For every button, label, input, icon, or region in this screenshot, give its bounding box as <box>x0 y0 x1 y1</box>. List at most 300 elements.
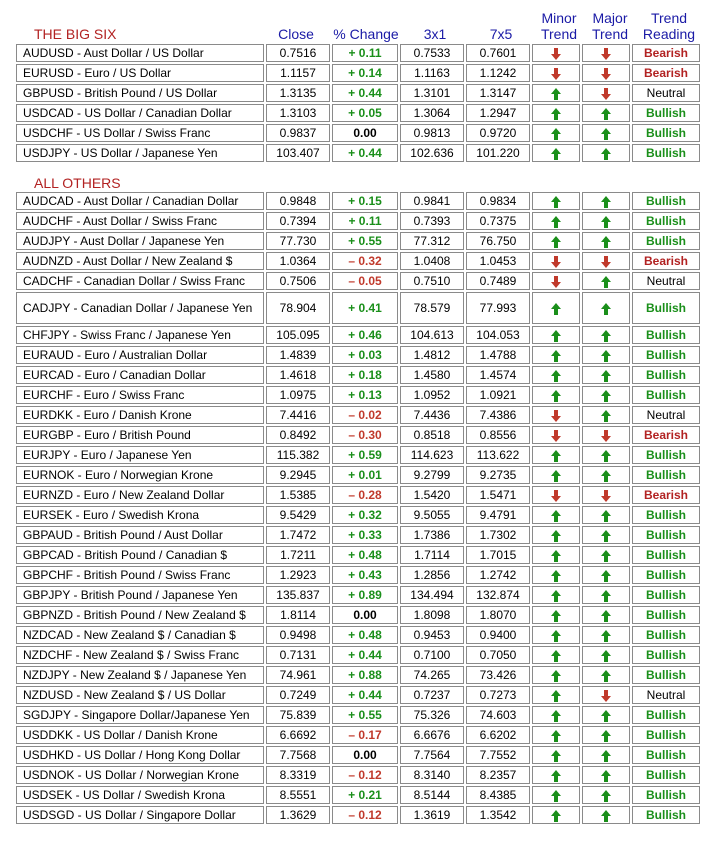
major-trend-cell <box>582 746 630 764</box>
c3x1-cell: 134.494 <box>400 586 464 604</box>
c7x5-cell: 113.622 <box>466 446 530 464</box>
close-cell: 9.2945 <box>266 466 330 484</box>
c7x5-cell: 76.750 <box>466 232 530 250</box>
pair-cell: CHFJPY - Swiss Franc / Japanese Yen <box>16 326 264 344</box>
arrow-up-icon <box>551 196 561 208</box>
pair-cell: NZDUSD - New Zealand $ / US Dollar <box>16 686 264 704</box>
table-row <box>16 666 700 684</box>
minor-trend-cell <box>532 726 580 744</box>
table-row <box>16 232 700 250</box>
pct-change-cell: + 0.33 <box>332 526 398 544</box>
arrow-down-icon <box>551 490 561 502</box>
pair-cell: NZDJPY - New Zealand $ / Japanese Yen <box>16 666 264 684</box>
pct-change-cell: + 0.14 <box>332 64 398 82</box>
table-row <box>16 766 700 784</box>
minor-trend-cell <box>532 766 580 784</box>
pair-cell: EURAUD - Euro / Australian Dollar <box>16 346 264 364</box>
trend-reading-cell: Bullish <box>632 346 700 364</box>
minor-trend-cell <box>532 746 580 764</box>
c3x1-cell: 1.0408 <box>400 252 464 270</box>
c7x5-cell: 1.2742 <box>466 566 530 584</box>
pct-change-cell: 0.00 <box>332 606 398 624</box>
minor-trend-cell <box>532 366 580 384</box>
c7x5-cell: 1.4788 <box>466 346 530 364</box>
c3x1-cell: 7.4436 <box>400 406 464 424</box>
pair-cell: USDSGD - US Dollar / Singapore Dollar <box>16 806 264 824</box>
c7x5-cell: 1.2947 <box>466 104 530 122</box>
major-trend-cell <box>582 526 630 544</box>
arrow-up-icon <box>551 470 561 482</box>
table-row <box>16 686 700 704</box>
minor-trend-cell <box>532 386 580 404</box>
minor-trend-cell <box>532 566 580 584</box>
c3x1-cell: 8.5144 <box>400 786 464 804</box>
c7x5-cell: 73.426 <box>466 666 530 684</box>
major-trend-cell <box>582 292 630 324</box>
trend-reading-cell: Bearish <box>632 44 700 62</box>
close-cell: 0.9837 <box>266 124 330 142</box>
minor-trend-cell <box>532 426 580 444</box>
minor-trend-cell <box>532 144 580 162</box>
minor-trend-cell <box>532 84 580 102</box>
major-trend-cell <box>582 192 630 210</box>
pct-change-cell: + 0.11 <box>332 44 398 62</box>
pct-change-cell: – 0.32 <box>332 252 398 270</box>
pair-cell: EURNOK - Euro / Norwegian Krone <box>16 466 264 484</box>
major-trend-cell <box>582 212 630 230</box>
arrow-up-icon <box>551 370 561 382</box>
pair-cell: EURJPY - Euro / Japanese Yen <box>16 446 264 464</box>
pair-cell: EURSEK - Euro / Swedish Krona <box>16 506 264 524</box>
c3x1-cell: 9.5055 <box>400 506 464 524</box>
arrow-down-icon <box>601 88 611 100</box>
pair-cell: USDCHF - US Dollar / Swiss Franc <box>16 124 264 142</box>
pct-change-cell: + 0.11 <box>332 212 398 230</box>
pair-cell: GBPNZD - British Pound / New Zealand $ <box>16 606 264 624</box>
major-trend-cell <box>582 44 630 62</box>
arrow-down-icon <box>601 490 611 502</box>
major-trend-cell <box>582 144 630 162</box>
pair-cell: EURGBP - Euro / British Pound <box>16 426 264 444</box>
minor-trend-cell <box>532 526 580 544</box>
pair-cell: CADJPY - Canadian Dollar / Japanese Yen <box>16 292 264 324</box>
arrow-up-icon <box>551 690 561 702</box>
minor-trend-cell <box>532 686 580 704</box>
pair-cell: SGDJPY - Singapore Dollar/Japanese Yen <box>16 706 264 724</box>
pair-cell: CADCHF - Canadian Dollar / Swiss Franc <box>16 272 264 290</box>
c7x5-cell: 6.6202 <box>466 726 530 744</box>
trend-reading-cell: Bullish <box>632 666 700 684</box>
arrow-up-icon <box>551 530 561 542</box>
arrow-up-icon <box>551 510 561 522</box>
pct-change-cell: + 0.88 <box>332 666 398 684</box>
table-row <box>16 426 700 444</box>
c3x1-cell: 102.636 <box>400 144 464 162</box>
pair-cell: AUDCHF - Aust Dollar / Swiss Franc <box>16 212 264 230</box>
arrow-up-icon <box>601 196 611 208</box>
minor-trend-cell <box>532 406 580 424</box>
trend-reading-cell: Bullish <box>632 766 700 784</box>
pct-change-cell: + 0.43 <box>332 566 398 584</box>
pair-cell: GBPUSD - British Pound / US Dollar <box>16 84 264 102</box>
c3x1-cell: 114.623 <box>400 446 464 464</box>
close-cell: 135.837 <box>266 586 330 604</box>
pct-change-cell: + 0.48 <box>332 626 398 644</box>
trend-reading-cell: Bullish <box>632 506 700 524</box>
c3x1-cell: 0.7393 <box>400 212 464 230</box>
major-trend-cell <box>582 366 630 384</box>
pct-change-cell: + 0.18 <box>332 366 398 384</box>
arrow-up-icon <box>551 390 561 402</box>
arrow-up-icon <box>601 810 611 822</box>
c7x5-cell: 0.7273 <box>466 686 530 704</box>
section-title-big-six: THE BIG SIX <box>34 26 117 42</box>
c3x1-cell: 0.7533 <box>400 44 464 62</box>
trend-reading-cell: Bullish <box>632 786 700 804</box>
trend-reading-cell: Bullish <box>632 746 700 764</box>
table-row <box>16 546 700 564</box>
pct-change-cell: – 0.05 <box>332 272 398 290</box>
trend-reading-cell: Bullish <box>632 144 700 162</box>
minor-trend-cell <box>532 486 580 504</box>
pair-cell: GBPCAD - British Pound / Canadian $ <box>16 546 264 564</box>
major-trend-cell <box>582 786 630 804</box>
arrow-up-icon <box>551 216 561 228</box>
pct-change-cell: + 0.55 <box>332 232 398 250</box>
trend-reading-cell: Bullish <box>632 366 700 384</box>
arrow-up-icon <box>551 730 561 742</box>
minor-trend-cell <box>532 546 580 564</box>
close-cell: 0.7131 <box>266 646 330 664</box>
c7x5-cell: 0.9400 <box>466 626 530 644</box>
c7x5-cell: 1.4574 <box>466 366 530 384</box>
close-cell: 6.6692 <box>266 726 330 744</box>
close-cell: 1.7211 <box>266 546 330 564</box>
arrow-up-icon <box>601 630 611 642</box>
arrow-up-icon <box>551 550 561 562</box>
pair-cell: NZDCHF - New Zealand $ / Swiss Franc <box>16 646 264 664</box>
major-trend-cell <box>582 386 630 404</box>
col-header-7x5: 7x5 <box>489 26 513 42</box>
col-header-minor-trend: Minor Trend <box>540 10 578 42</box>
trend-reading-cell: Bullish <box>632 192 700 210</box>
c3x1-cell: 0.7237 <box>400 686 464 704</box>
close-cell: 1.4839 <box>266 346 330 364</box>
minor-trend-cell <box>532 586 580 604</box>
close-cell: 0.9498 <box>266 626 330 644</box>
pct-change-cell: + 0.89 <box>332 586 398 604</box>
close-cell: 0.7249 <box>266 686 330 704</box>
major-trend-cell <box>582 726 630 744</box>
arrow-up-icon <box>601 590 611 602</box>
arrow-down-icon <box>601 690 611 702</box>
trend-reading-cell: Bearish <box>632 426 700 444</box>
major-trend-cell <box>582 426 630 444</box>
c7x5-cell: 1.8070 <box>466 606 530 624</box>
arrow-up-icon <box>551 108 561 120</box>
major-trend-cell <box>582 272 630 290</box>
table-row <box>16 626 700 644</box>
pct-change-cell: – 0.28 <box>332 486 398 504</box>
arrow-up-icon <box>551 610 561 622</box>
minor-trend-cell <box>532 466 580 484</box>
c3x1-cell: 0.7510 <box>400 272 464 290</box>
arrow-up-icon <box>601 790 611 802</box>
table-row <box>16 526 700 544</box>
c7x5-cell: 1.3147 <box>466 84 530 102</box>
arrow-up-icon <box>601 510 611 522</box>
c7x5-cell: 0.8556 <box>466 426 530 444</box>
pair-cell: EURCAD - Euro / Canadian Dollar <box>16 366 264 384</box>
c7x5-cell: 1.3542 <box>466 806 530 824</box>
c7x5-cell: 104.053 <box>466 326 530 344</box>
close-cell: 74.961 <box>266 666 330 684</box>
pair-cell: EURNZD - Euro / New Zealand Dollar <box>16 486 264 504</box>
trend-reading-cell: Bullish <box>632 104 700 122</box>
c7x5-cell: 0.7489 <box>466 272 530 290</box>
major-trend-cell <box>582 546 630 564</box>
close-cell: 8.5551 <box>266 786 330 804</box>
c3x1-cell: 77.312 <box>400 232 464 250</box>
arrow-up-icon <box>601 148 611 160</box>
close-cell: 1.8114 <box>266 606 330 624</box>
close-cell: 1.4618 <box>266 366 330 384</box>
arrow-down-icon <box>601 256 611 268</box>
c7x5-cell: 7.7552 <box>466 746 530 764</box>
pct-change-cell: + 0.01 <box>332 466 398 484</box>
c7x5-cell: 132.874 <box>466 586 530 604</box>
close-cell: 1.3629 <box>266 806 330 824</box>
major-trend-cell <box>582 806 630 824</box>
trend-reading-cell: Bullish <box>632 386 700 404</box>
pct-change-cell: + 0.15 <box>332 192 398 210</box>
c3x1-cell: 1.7114 <box>400 546 464 564</box>
table-row <box>16 252 700 270</box>
c7x5-cell: 8.4385 <box>466 786 530 804</box>
pct-change-cell: + 0.59 <box>332 446 398 464</box>
arrow-down-icon <box>601 430 611 442</box>
arrow-up-icon <box>551 303 561 315</box>
col-header-trend-reading: Trend Reading <box>642 10 696 42</box>
major-trend-cell <box>582 406 630 424</box>
major-trend-cell <box>582 666 630 684</box>
table-row <box>16 446 700 464</box>
trend-reading-cell: Neutral <box>632 272 700 290</box>
pct-change-cell: – 0.12 <box>332 766 398 784</box>
table-row <box>16 486 700 504</box>
pct-change-cell: + 0.44 <box>332 84 398 102</box>
table-row <box>16 606 700 624</box>
arrow-up-icon <box>551 650 561 662</box>
close-cell: 1.3135 <box>266 84 330 102</box>
trend-reading-cell: Bullish <box>632 806 700 824</box>
table-row <box>16 706 700 724</box>
close-cell: 7.7568 <box>266 746 330 764</box>
trend-reading-cell: Bearish <box>632 252 700 270</box>
arrow-up-icon <box>551 236 561 248</box>
trend-reading-cell: Bullish <box>632 124 700 142</box>
close-cell: 1.0975 <box>266 386 330 404</box>
c7x5-cell: 0.9720 <box>466 124 530 142</box>
close-cell: 1.0364 <box>266 252 330 270</box>
c7x5-cell: 1.7302 <box>466 526 530 544</box>
c7x5-cell: 77.993 <box>466 292 530 324</box>
table-row <box>16 466 700 484</box>
trend-reading-cell: Bullish <box>632 706 700 724</box>
arrow-up-icon <box>551 128 561 140</box>
arrow-up-icon <box>601 550 611 562</box>
close-cell: 115.382 <box>266 446 330 464</box>
major-trend-cell <box>582 232 630 250</box>
col-header-3x1: 3x1 <box>423 26 447 42</box>
c3x1-cell: 1.8098 <box>400 606 464 624</box>
minor-trend-cell <box>532 232 580 250</box>
arrow-up-icon <box>601 390 611 402</box>
minor-trend-cell <box>532 44 580 62</box>
minor-trend-cell <box>532 292 580 324</box>
pct-change-cell: + 0.48 <box>332 546 398 564</box>
major-trend-cell <box>582 64 630 82</box>
c7x5-cell: 1.0453 <box>466 252 530 270</box>
table-row <box>16 144 700 162</box>
pair-cell: EURCHF - Euro / Swiss Franc <box>16 386 264 404</box>
arrow-up-icon <box>551 790 561 802</box>
arrow-up-icon <box>551 590 561 602</box>
c7x5-cell: 0.7375 <box>466 212 530 230</box>
table-row <box>16 806 700 824</box>
minor-trend-cell <box>532 786 580 804</box>
major-trend-cell <box>582 646 630 664</box>
trend-reading-cell: Bullish <box>632 446 700 464</box>
trend-reading-cell: Bearish <box>632 64 700 82</box>
major-trend-cell <box>582 466 630 484</box>
pct-change-cell: + 0.55 <box>332 706 398 724</box>
close-cell: 8.3319 <box>266 766 330 784</box>
table-row <box>16 192 700 210</box>
minor-trend-cell <box>532 806 580 824</box>
minor-trend-cell <box>532 706 580 724</box>
table-row <box>16 292 700 324</box>
minor-trend-cell <box>532 646 580 664</box>
c7x5-cell: 1.5471 <box>466 486 530 504</box>
arrow-up-icon <box>551 630 561 642</box>
pct-change-cell: + 0.13 <box>332 386 398 404</box>
c3x1-cell: 7.7564 <box>400 746 464 764</box>
table-row <box>16 746 700 764</box>
pair-cell: USDCAD - US Dollar / Canadian Dollar <box>16 104 264 122</box>
close-cell: 1.3103 <box>266 104 330 122</box>
arrow-down-icon <box>551 48 561 60</box>
pair-cell: GBPAUD - British Pound / Aust Dollar <box>16 526 264 544</box>
close-cell: 0.7506 <box>266 272 330 290</box>
major-trend-cell <box>582 586 630 604</box>
table-row <box>16 646 700 664</box>
close-cell: 0.7394 <box>266 212 330 230</box>
arrow-up-icon <box>601 670 611 682</box>
minor-trend-cell <box>532 326 580 344</box>
c3x1-cell: 75.326 <box>400 706 464 724</box>
close-cell: 1.2923 <box>266 566 330 584</box>
minor-trend-cell <box>532 124 580 142</box>
table-row <box>16 386 700 404</box>
arrow-up-icon <box>551 350 561 362</box>
c3x1-cell: 104.613 <box>400 326 464 344</box>
minor-trend-cell <box>532 666 580 684</box>
arrow-up-icon <box>601 216 611 228</box>
major-trend-cell <box>582 446 630 464</box>
c7x5-cell: 1.1242 <box>466 64 530 82</box>
trend-reading-cell: Neutral <box>632 686 700 704</box>
arrow-up-icon <box>601 650 611 662</box>
trend-reading-cell: Bullish <box>632 606 700 624</box>
minor-trend-cell <box>532 346 580 364</box>
c3x1-cell: 0.8518 <box>400 426 464 444</box>
pair-cell: AUDUSD - Aust Dollar / US Dollar <box>16 44 264 62</box>
table-row <box>16 104 700 122</box>
major-trend-cell <box>582 766 630 784</box>
trend-reading-cell: Bullish <box>632 526 700 544</box>
table-row <box>16 346 700 364</box>
c7x5-cell: 9.4791 <box>466 506 530 524</box>
arrow-down-icon <box>551 276 561 288</box>
table-row <box>16 272 700 290</box>
c3x1-cell: 1.3101 <box>400 84 464 102</box>
pct-change-cell: + 0.44 <box>332 144 398 162</box>
c7x5-cell: 7.4386 <box>466 406 530 424</box>
table-row <box>16 506 700 524</box>
trend-reading-cell: Neutral <box>632 406 700 424</box>
c3x1-cell: 0.7100 <box>400 646 464 664</box>
pct-change-cell: – 0.30 <box>332 426 398 444</box>
c3x1-cell: 1.2856 <box>400 566 464 584</box>
arrow-up-icon <box>601 303 611 315</box>
pct-change-cell: + 0.05 <box>332 104 398 122</box>
minor-trend-cell <box>532 446 580 464</box>
major-trend-cell <box>582 104 630 122</box>
table-row <box>16 586 700 604</box>
big-six-table <box>14 42 702 164</box>
arrow-up-icon <box>551 330 561 342</box>
arrow-up-icon <box>601 108 611 120</box>
pct-change-cell: + 0.41 <box>332 292 398 324</box>
arrow-up-icon <box>551 770 561 782</box>
c7x5-cell: 0.7601 <box>466 44 530 62</box>
arrow-down-icon <box>551 430 561 442</box>
pair-cell: AUDCAD - Aust Dollar / Canadian Dollar <box>16 192 264 210</box>
trend-reading-cell: Bullish <box>632 586 700 604</box>
pct-change-cell: – 0.02 <box>332 406 398 424</box>
major-trend-cell <box>582 84 630 102</box>
c7x5-cell: 0.7050 <box>466 646 530 664</box>
arrow-up-icon <box>601 350 611 362</box>
arrow-up-icon <box>601 730 611 742</box>
trend-reading-cell: Bullish <box>632 646 700 664</box>
table-row <box>16 124 700 142</box>
c3x1-cell: 1.4812 <box>400 346 464 364</box>
c7x5-cell: 8.2357 <box>466 766 530 784</box>
arrow-up-icon <box>551 570 561 582</box>
major-trend-cell <box>582 486 630 504</box>
close-cell: 9.5429 <box>266 506 330 524</box>
minor-trend-cell <box>532 272 580 290</box>
pair-cell: USDDKK - US Dollar / Danish Krone <box>16 726 264 744</box>
pct-change-cell: + 0.44 <box>332 686 398 704</box>
pair-cell: USDJPY - US Dollar / Japanese Yen <box>16 144 264 162</box>
c3x1-cell: 8.3140 <box>400 766 464 784</box>
close-cell: 0.7516 <box>266 44 330 62</box>
c3x1-cell: 0.9813 <box>400 124 464 142</box>
major-trend-cell <box>582 626 630 644</box>
